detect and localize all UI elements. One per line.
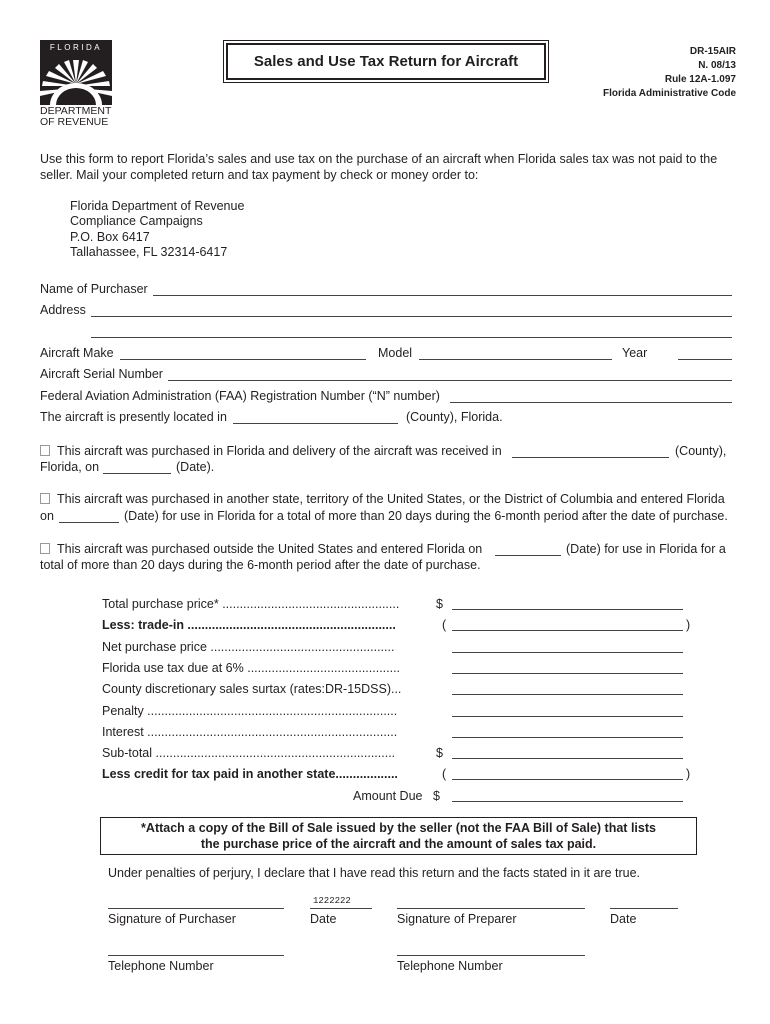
purchaser-phone-field[interactable]	[108, 955, 284, 956]
option-3-date-field[interactable]	[495, 555, 561, 556]
county-field[interactable]	[233, 423, 398, 424]
option-1-date-field[interactable]	[103, 473, 171, 474]
computation-amount-field[interactable]	[452, 609, 683, 610]
intro-line: seller. Mail your completed return and tax payment by check or money order to:	[40, 168, 479, 182]
date-label: Date	[310, 912, 337, 926]
florida-dor-logo	[40, 40, 112, 105]
option-text: Florida, on	[40, 460, 100, 474]
amount-due-prefix: $	[433, 788, 440, 803]
purchaser-signature-field[interactable]	[108, 908, 284, 909]
year-label: Year	[622, 346, 648, 360]
computation-amount-field[interactable]	[452, 694, 683, 695]
bill-of-sale-notice	[100, 817, 697, 855]
option-text: total of more than 20 days during the 6-month period after the date of purchase.	[40, 558, 481, 572]
computation-suffix: )	[686, 618, 691, 633]
option-text: This aircraft was purchased in another state, territory of the United States, or the District of Columbia and entered Florida	[57, 492, 725, 506]
year-field[interactable]	[678, 359, 732, 360]
address-line: Florida Department of Revenue	[70, 199, 245, 213]
address-line: P.O. Box 6417	[70, 230, 150, 244]
computation-amount-field[interactable]	[452, 630, 683, 631]
logo-text: FLORIDA	[49, 43, 103, 52]
sunburst-icon	[40, 40, 112, 105]
purchaser-signature-label: Signature of Purchaser	[108, 912, 236, 926]
date-value[interactable]: 1222222	[313, 896, 351, 906]
option-1-checkbox[interactable]	[40, 445, 50, 456]
serial-label: Aircraft Serial Number	[40, 367, 163, 381]
computation-label: Interest ........................................................................	[102, 724, 398, 739]
logo-revenue: OF REVENUE	[40, 116, 109, 128]
form-title: Sales and Use Tax Return for Aircraft	[226, 43, 546, 80]
amount-due-label: Amount Due	[353, 788, 423, 803]
option-2-checkbox[interactable]	[40, 493, 50, 504]
form-revision: N. 08/13	[698, 60, 736, 71]
computation-amount-field[interactable]	[452, 758, 683, 759]
computation-amount-field[interactable]	[452, 673, 683, 674]
form-number: DR-15AIR	[689, 46, 736, 57]
computation-prefix: (	[442, 618, 447, 633]
address-label: Address	[40, 303, 86, 317]
name-field[interactable]	[153, 295, 732, 296]
intro-line: Use this form to report Florida’s sales and use tax on the purchase of an aircraft when Florida sales tax was not paid to the	[40, 152, 718, 166]
option-1	[40, 443, 502, 459]
computation-label: County discretionary sales surtax (rates:DR-15DSS)...	[102, 682, 402, 697]
option-text: This aircraft was purchased outside the United States and entered Florida on	[57, 542, 483, 556]
located-label: The aircraft is presently located in	[40, 410, 227, 424]
computation-label: Less: trade-in ............................................................	[102, 618, 396, 633]
faa-label: Federal Aviation Administration (FAA) Registration Number (“N” number)	[40, 389, 440, 403]
form-rule: Rule 12A-1.097	[664, 74, 736, 85]
computation-amount-field[interactable]	[452, 716, 683, 717]
computation-prefix: (	[442, 767, 447, 782]
faa-field[interactable]	[450, 402, 732, 403]
option-text: on	[40, 509, 54, 523]
address-line: Tallahassee, FL 32314-6417	[70, 245, 228, 259]
make-field[interactable]	[120, 359, 366, 360]
option-text: This aircraft was purchased in Florida and delivery of the aircraft was received in	[57, 444, 502, 458]
option-3-checkbox[interactable]	[40, 543, 50, 554]
computation-prefix: $	[436, 746, 443, 761]
option-3	[40, 541, 482, 557]
computation-label: Less credit for tax paid in another state..................	[102, 767, 398, 782]
notice-line: *Attach a copy of the Bill of Sale issued by the seller (not the FAA Bill of Sale) that lists	[141, 821, 656, 835]
preparer-signature-field[interactable]	[397, 908, 585, 909]
address-line: Compliance Campaigns	[70, 214, 203, 228]
purchaser-date-field[interactable]	[310, 908, 372, 909]
computation-amount-field[interactable]	[452, 652, 683, 653]
computation-label: Sub-total .....................................................................	[102, 746, 396, 761]
preparer-phone-field[interactable]	[397, 955, 585, 956]
purchaser-phone-label: Telephone Number	[108, 959, 214, 973]
model-field[interactable]	[419, 359, 612, 360]
computation-suffix: )	[686, 767, 691, 782]
option-text: (Date) for use in Florida for a	[566, 542, 726, 556]
computation-amount-field[interactable]	[452, 737, 683, 738]
option-2-date-field[interactable]	[59, 522, 119, 523]
address-field[interactable]	[91, 316, 732, 317]
make-label: Aircraft Make	[40, 346, 114, 360]
perjury-statement: Under penalties of perjury, I declare that I have read this return and the facts stated in it are true.	[108, 866, 641, 880]
computation-label: Florida use tax due at 6% ............................................	[102, 660, 401, 675]
option-1-county-field[interactable]	[512, 457, 669, 458]
form-code: Florida Administrative Code	[603, 88, 736, 99]
option-text: (Date) for use in Florida for a total of more than 20 days during the 6-month period after the date of purchase.	[124, 509, 728, 523]
model-label: Model	[378, 346, 413, 360]
computation-label: Penalty ........................................................................	[102, 703, 398, 718]
serial-field[interactable]	[168, 380, 732, 381]
amount-due-field[interactable]	[452, 801, 683, 802]
date-label: Date	[610, 912, 637, 926]
located-suffix: (County), Florida.	[406, 410, 503, 424]
name-label: Name of Purchaser	[40, 282, 148, 296]
address-field-2[interactable]	[91, 337, 732, 338]
preparer-signature-label: Signature of Preparer	[397, 912, 517, 926]
preparer-date-field[interactable]	[610, 908, 678, 909]
notice-line: the purchase price of the aircraft and the amount of sales tax paid.	[200, 837, 597, 851]
option-2	[40, 491, 725, 507]
computation-label: Total purchase price* ...................................................	[102, 597, 400, 611]
computation-prefix: $	[436, 597, 443, 611]
computation-label: Net purchase price .....................................................	[102, 639, 395, 654]
option-text: (County),	[675, 444, 727, 458]
option-text: (Date).	[176, 460, 215, 474]
computation-amount-field[interactable]	[452, 779, 683, 780]
logo-department: DEPARTMENT	[40, 105, 112, 117]
preparer-phone-label: Telephone Number	[397, 959, 503, 973]
